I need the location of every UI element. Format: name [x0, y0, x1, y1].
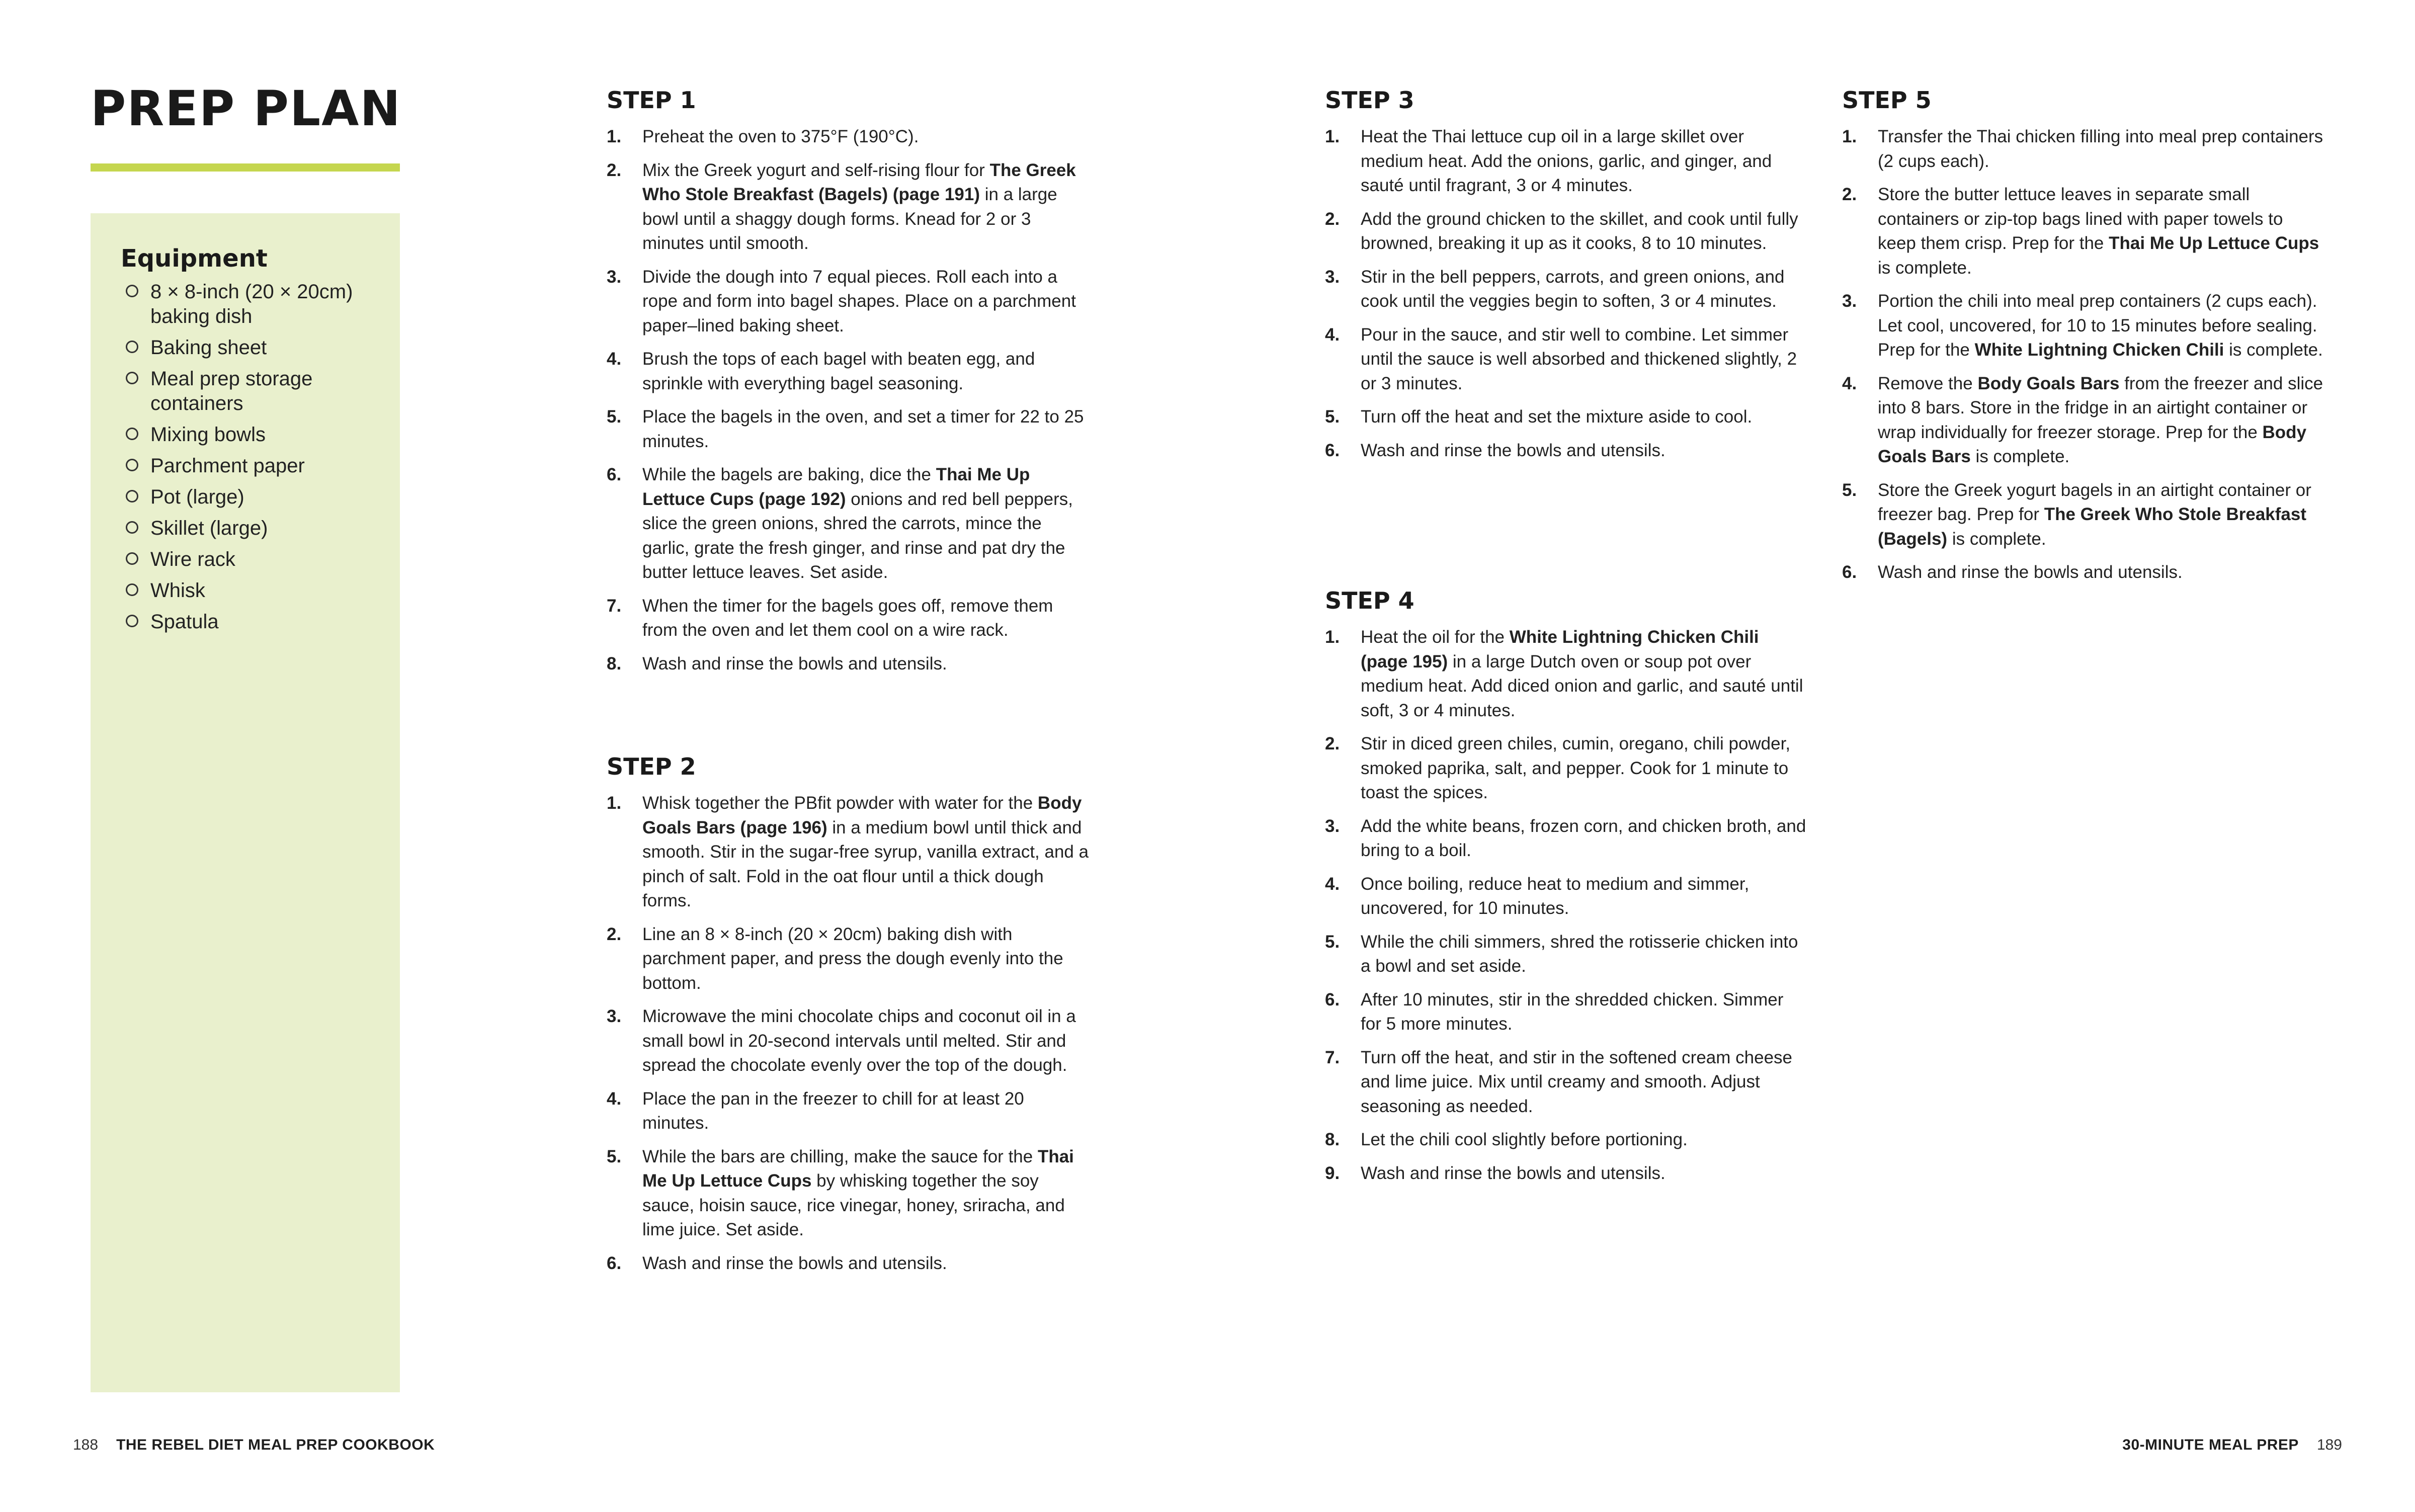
step-text: [1361, 439, 1808, 463]
step-text: [1361, 814, 1808, 863]
step-text: [642, 791, 1090, 913]
step-number: 6.: [1325, 440, 1340, 460]
step-text-segment: Place the bagels in the oven, and set a timer for 22 to 25 minutes.: [642, 407, 1084, 451]
step-text-segment: Store the Greek yogurt bagels in an airtight container or freezer bag. Prep for: [1878, 480, 2311, 524]
step-text-segment: is complete.: [1878, 258, 1972, 278]
step-text-segment: While the bagels are baking, dice the: [642, 465, 936, 484]
equipment-item-label: Mixing bowls: [150, 424, 266, 446]
step-text-segment: is complete.: [2224, 340, 2323, 360]
checkbox-icon: [126, 285, 138, 297]
step-text: [1878, 125, 2325, 174]
checkbox-icon: [126, 552, 138, 565]
page-number-left: 188: [73, 1437, 99, 1453]
step-text-segment: Wash and rinse the bowls and utensils.: [642, 1253, 947, 1273]
step-text-segment: Wash and rinse the bowls and utensils.: [642, 653, 947, 674]
checkbox-icon: [126, 428, 138, 440]
step-text-segment: After 10 minutes, stir in the shredded chicken. Simmer for 5 more minutes.: [1361, 989, 1784, 1034]
step-item: [607, 1087, 1090, 1136]
recipe-reference: The Greek Who Stole Breakfast (Bagels) (page 191): [642, 160, 1076, 204]
step-2-title: STEP 2: [607, 753, 696, 780]
step-number: 3.: [607, 267, 622, 287]
equipment-item: [121, 454, 400, 478]
equipment-item: [121, 547, 400, 572]
step-item: [1325, 872, 1808, 921]
equipment-item-label: Skillet (large): [150, 517, 268, 539]
step-text: [1361, 1161, 1808, 1186]
step-text: [1878, 289, 2325, 363]
step-number: 6.: [1842, 562, 1857, 582]
step-number: 1.: [607, 793, 622, 813]
step-number: 6.: [607, 1253, 622, 1273]
step-text: [1878, 372, 2325, 469]
recipe-reference: Thai Me Up Lettuce Cups: [2109, 233, 2319, 253]
step-number: 5.: [1325, 932, 1340, 952]
step-item: [607, 922, 1090, 996]
step-text-segment: Add the ground chicken to the skillet, and cook until fully browned, breaking it up as it cooks, 8 to 10 minutes.: [1361, 209, 1798, 253]
step-text-segment: Turn off the heat, and stir in the softened cream cheese and lime juice. Mix until creamy and smooth. Adjust seasoning as needed.: [1361, 1047, 1793, 1116]
step-text-segment: Wash and rinse the bowls and utensils.: [1878, 562, 2183, 582]
step-text: [642, 405, 1090, 454]
checkbox-icon: [126, 341, 138, 353]
step-number: 9.: [1325, 1163, 1340, 1183]
footer-left: [73, 1437, 435, 1454]
equipment-item-label: 8 × 8-inch (20 × 20cm) baking dish: [150, 281, 353, 327]
step-item: [1842, 560, 2325, 585]
step-number: 4.: [607, 349, 622, 369]
step-text-segment: Wash and rinse the bowls and utensils.: [1361, 1163, 1665, 1183]
step-1-list: [607, 125, 1090, 676]
page-number-right: 189: [2316, 1437, 2342, 1453]
step-text-segment: While the chili simmers, shred the rotisserie chicken into a bowl and set aside.: [1361, 932, 1798, 976]
equipment-item: [121, 367, 400, 416]
step-3-list: [1325, 125, 1808, 463]
step-text-segment: Microwave the mini chocolate chips and coconut oil in a small bowl in 20-second intervals until melted. Stir and spread the chocolate evenly over the top of the dough.: [642, 1006, 1076, 1075]
step-text-segment: Store the butter lettuce leaves in separate small containers or zip-top bags lined with paper towels to keep them crisp. Prep for the: [1878, 185, 2283, 253]
checkbox-icon: [126, 490, 138, 502]
section-title: 30-MINUTE MEAL PREP: [2122, 1437, 2299, 1453]
step-text: [1361, 207, 1808, 256]
title-underline: [91, 163, 400, 172]
step-number: 2.: [607, 160, 622, 180]
step-item: [1842, 183, 2325, 280]
step-number: 2.: [1842, 185, 1857, 204]
step-text: [642, 1145, 1090, 1242]
step-number: 8.: [1325, 1130, 1340, 1149]
step-text: [1361, 625, 1808, 723]
step-text-segment: Brush the tops of each bagel with beaten egg, and sprinkle with everything bagel seasoning.: [642, 349, 1035, 393]
step-5-list: [1842, 125, 2325, 585]
step-number: 1.: [1325, 127, 1340, 146]
step-text-segment: Transfer the Thai chicken filling into meal prep containers (2 cups each).: [1878, 127, 2323, 171]
step-item: [1842, 372, 2325, 469]
step-1-title: STEP 1: [607, 87, 696, 114]
step-text-segment: Stir in the bell peppers, carrots, and green onions, and cook until the veggies begin to soften, 3 or 4 minutes.: [1361, 267, 1785, 311]
step-text: [642, 125, 1090, 149]
step-number: 3.: [1325, 816, 1340, 836]
step-item: [607, 405, 1090, 454]
step-number: 5.: [1842, 480, 1857, 500]
step-4-section: [1325, 587, 1808, 1195]
step-text-segment: Wash and rinse the bowls and utensils.: [1361, 440, 1665, 460]
step-number: 6.: [607, 465, 622, 484]
step-text-segment: by whisking together the soy sauce, hoisin sauce, rice vinegar, honey, sriracha, and lime juice. Set aside.: [642, 1171, 1065, 1239]
step-item: [1842, 125, 2325, 174]
step-3-title: STEP 3: [1325, 87, 1414, 114]
step-text-segment: Place the pan in the freezer to chill for at least 20 minutes.: [642, 1088, 1024, 1133]
step-item: [607, 125, 1090, 149]
step-item: [607, 265, 1090, 339]
footer-right: [2122, 1437, 2342, 1454]
recipe-reference: The Greek Who Stole Breakfast (Bagels): [1878, 505, 2306, 549]
step-text: [642, 265, 1090, 339]
step-number: 4.: [1842, 373, 1857, 393]
step-text-segment: Let the chili cool slightly before portioning.: [1361, 1130, 1688, 1149]
equipment-item-label: Wire rack: [150, 548, 235, 570]
step-item: [1325, 625, 1808, 723]
step-text: [642, 158, 1090, 256]
step-text: [1361, 732, 1808, 805]
step-number: 7.: [1325, 1047, 1340, 1067]
step-number: 3.: [1842, 291, 1857, 311]
step-item: [1325, 1046, 1808, 1119]
step-text-segment: Once boiling, reduce heat to medium and simmer, uncovered, for 10 minutes.: [1361, 874, 1750, 918]
equipment-item-label: Meal prep storage containers: [150, 368, 313, 414]
step-number: 6.: [1325, 989, 1340, 1010]
checkbox-icon: [126, 459, 138, 471]
step-text: [642, 463, 1090, 585]
step-text: [1361, 930, 1808, 979]
step-text: [1361, 405, 1808, 430]
step-item: [607, 594, 1090, 643]
step-text-segment: Mix the Greek yogurt and self-rising flour for: [642, 160, 990, 180]
step-number: 3.: [607, 1006, 622, 1026]
recipe-reference: Body Goals Bars: [1977, 373, 2120, 393]
step-number: 2.: [1325, 209, 1340, 229]
step-text-segment: is complete.: [1947, 529, 2046, 549]
step-item: [607, 1145, 1090, 1242]
equipment-item: [121, 516, 400, 541]
step-text-segment: in a medium bowl until thick and smooth. Stir in the sugar-free syrup, vanilla extract, and a pinch of salt. Fold in the oat flour until a thick dough forms.: [642, 817, 1089, 910]
step-text: [642, 594, 1090, 643]
step-number: 5.: [607, 407, 622, 427]
step-item: [1325, 207, 1808, 256]
step-text-segment: Line an 8 × 8-inch (20 × 20cm) baking dish with parchment paper, and press the dough evenly into the bottom.: [642, 924, 1063, 993]
step-5-title: STEP 5: [1842, 87, 1932, 114]
step-item: [607, 1251, 1090, 1276]
step-text-segment: When the timer for the bagels goes off, remove them from the oven and let them cool on a wire rack.: [642, 596, 1053, 640]
step-text: [1361, 125, 1808, 198]
step-number: 3.: [1325, 267, 1340, 287]
step-text: [1361, 265, 1808, 314]
step-item: [1325, 1128, 1808, 1152]
step-text-segment: Preheat the oven to 375°F (190°C).: [642, 127, 919, 146]
step-text: [642, 347, 1090, 396]
checkbox-icon: [126, 521, 138, 534]
step-text: [1361, 872, 1808, 921]
step-text-segment: Divide the dough into 7 equal pieces. Roll each into a rope and form into bagel shapes. Place on a parchment paper–lined baking sheet.: [642, 267, 1076, 335]
step-item: [1325, 930, 1808, 979]
step-text: [642, 1087, 1090, 1136]
step-text-segment: Portion the chili into meal prep containers (2 cups each). Let cool, uncovered, for 10 to 15 minutes before sealing. Prep for the: [1878, 291, 2317, 360]
step-item: [1325, 1161, 1808, 1186]
step-text-segment: Remove the: [1878, 373, 1978, 393]
step-text: [1878, 560, 2325, 585]
step-number: 1.: [607, 127, 622, 146]
step-item: [607, 1004, 1090, 1078]
equipment-item: [121, 280, 400, 329]
step-5-section: [1842, 87, 2325, 594]
step-text: [1361, 323, 1808, 396]
equipment-title: Equipment: [121, 244, 268, 273]
step-text: [1878, 183, 2325, 280]
step-text-segment: Pour in the sauce, and stir well to combine. Let simmer until the sauce is well absorbed and thickened slightly, 2 or 3 minutes.: [1361, 324, 1797, 393]
step-item: [1842, 478, 2325, 552]
step-text-segment: in a large bowl until a shaggy dough forms. Knead for 2 or 3 minutes until smooth.: [642, 185, 1057, 253]
step-item: [1325, 439, 1808, 463]
step-text: [1361, 1046, 1808, 1119]
step-item: [1325, 732, 1808, 805]
step-number: 4.: [1325, 874, 1340, 894]
checkbox-icon: [126, 583, 138, 596]
step-item: [1325, 265, 1808, 314]
step-number: 1.: [1842, 127, 1857, 146]
step-2-section: [607, 753, 1090, 1285]
step-item: [1325, 814, 1808, 863]
step-item: [1325, 323, 1808, 396]
equipment-item: [121, 335, 400, 360]
equipment-item-label: Parchment paper: [150, 455, 305, 477]
step-number: 4.: [607, 1088, 622, 1109]
equipment-item: [121, 610, 400, 634]
step-item: [607, 158, 1090, 256]
step-text: [1878, 478, 2325, 552]
step-number: 5.: [607, 1146, 622, 1166]
checkbox-icon: [126, 615, 138, 627]
step-number: 2.: [1325, 734, 1340, 753]
step-item: [607, 652, 1090, 677]
recipe-reference: White Lightning Chicken Chili: [1974, 340, 2224, 360]
step-4-title: STEP 4: [1325, 587, 1414, 614]
step-text-segment: Whisk together the PBfit powder with water for the: [642, 793, 1038, 813]
step-item: [1325, 405, 1808, 430]
step-text: [642, 1004, 1090, 1078]
step-4-list: [1325, 625, 1808, 1186]
equipment-item: [121, 578, 400, 603]
equipment-item-label: Baking sheet: [150, 337, 267, 359]
book-title: THE REBEL DIET MEAL PREP COOKBOOK: [116, 1437, 435, 1453]
step-text-segment: Heat the oil for the: [1361, 627, 1510, 647]
step-text-segment: While the bars are chilling, make the sauce for the: [642, 1146, 1038, 1166]
step-item: [607, 791, 1090, 913]
equipment-item-label: Spatula: [150, 611, 219, 633]
equipment-item-label: Pot (large): [150, 486, 244, 508]
step-text-segment: from the freezer and slice into 8 bars. Store in the fridge in an airtight container or wrap individually for freezer storage. Prep for the: [1878, 373, 2323, 442]
step-number: 8.: [607, 653, 622, 674]
step-item: [607, 463, 1090, 585]
step-3-section: [1325, 87, 1808, 472]
step-item: [1325, 125, 1808, 198]
step-text-segment: Heat the Thai lettuce cup oil in a large skillet over medium heat. Add the onions, garlic, and ginger, and sauté until fragrant, 3 or 4 minutes.: [1361, 127, 1772, 195]
step-text-segment: in a large Dutch oven or soup pot over medium heat. Add diced onion and garlic, and sauté until soft, 3 or 4 minutes.: [1361, 651, 1803, 720]
step-number: 1.: [1325, 627, 1340, 647]
step-2-list: [607, 791, 1090, 1276]
step-text-segment: is complete.: [1970, 447, 2070, 466]
step-1-section: [607, 87, 1090, 685]
step-text: [642, 652, 1090, 677]
step-text: [1361, 1128, 1808, 1152]
equipment-list: [121, 280, 400, 634]
step-text-segment: Add the white beans, frozen corn, and chicken broth, and bring to a boil.: [1361, 816, 1806, 860]
step-number: 2.: [607, 924, 622, 944]
recipe-reference: Thai Me Up Lettuce Cups (page 192): [642, 465, 1030, 509]
recipe-reference: Thai Me Up Lettuce Cups: [642, 1146, 1074, 1191]
step-text: [1361, 988, 1808, 1037]
recipe-reference: White Lightning Chicken Chili (page 195): [1361, 627, 1759, 671]
recipe-reference: Body Goals Bars (page 196): [642, 793, 1082, 837]
equipment-item: [121, 485, 400, 510]
step-item: [607, 347, 1090, 396]
step-text-segment: onions and red bell peppers, slice the green onions, shred the carrots, mince the garlic, grate the fresh ginger, and rinse and pat dry the butter lettuce leaves. Set aside.: [642, 489, 1073, 582]
equipment-item-label: Whisk: [150, 579, 205, 602]
step-text: [642, 922, 1090, 996]
step-text: [642, 1251, 1090, 1276]
step-item: [1842, 289, 2325, 363]
recipe-reference: Body Goals Bars: [1878, 422, 2307, 466]
equipment-item: [121, 423, 400, 447]
page-title: PREP PLAN: [91, 80, 401, 137]
equipment-panel: [91, 213, 400, 1392]
step-text-segment: Turn off the heat and set the mixture aside to cool.: [1361, 407, 1753, 427]
step-number: 5.: [1325, 407, 1340, 427]
step-number: 4.: [1325, 324, 1340, 345]
step-number: 7.: [607, 596, 622, 616]
checkbox-icon: [126, 372, 138, 384]
step-item: [1325, 988, 1808, 1037]
step-text-segment: Stir in diced green chiles, cumin, oregano, chili powder, smoked paprika, salt, and pepper. Cook for 1 minute to toast the spices.: [1361, 734, 1791, 802]
